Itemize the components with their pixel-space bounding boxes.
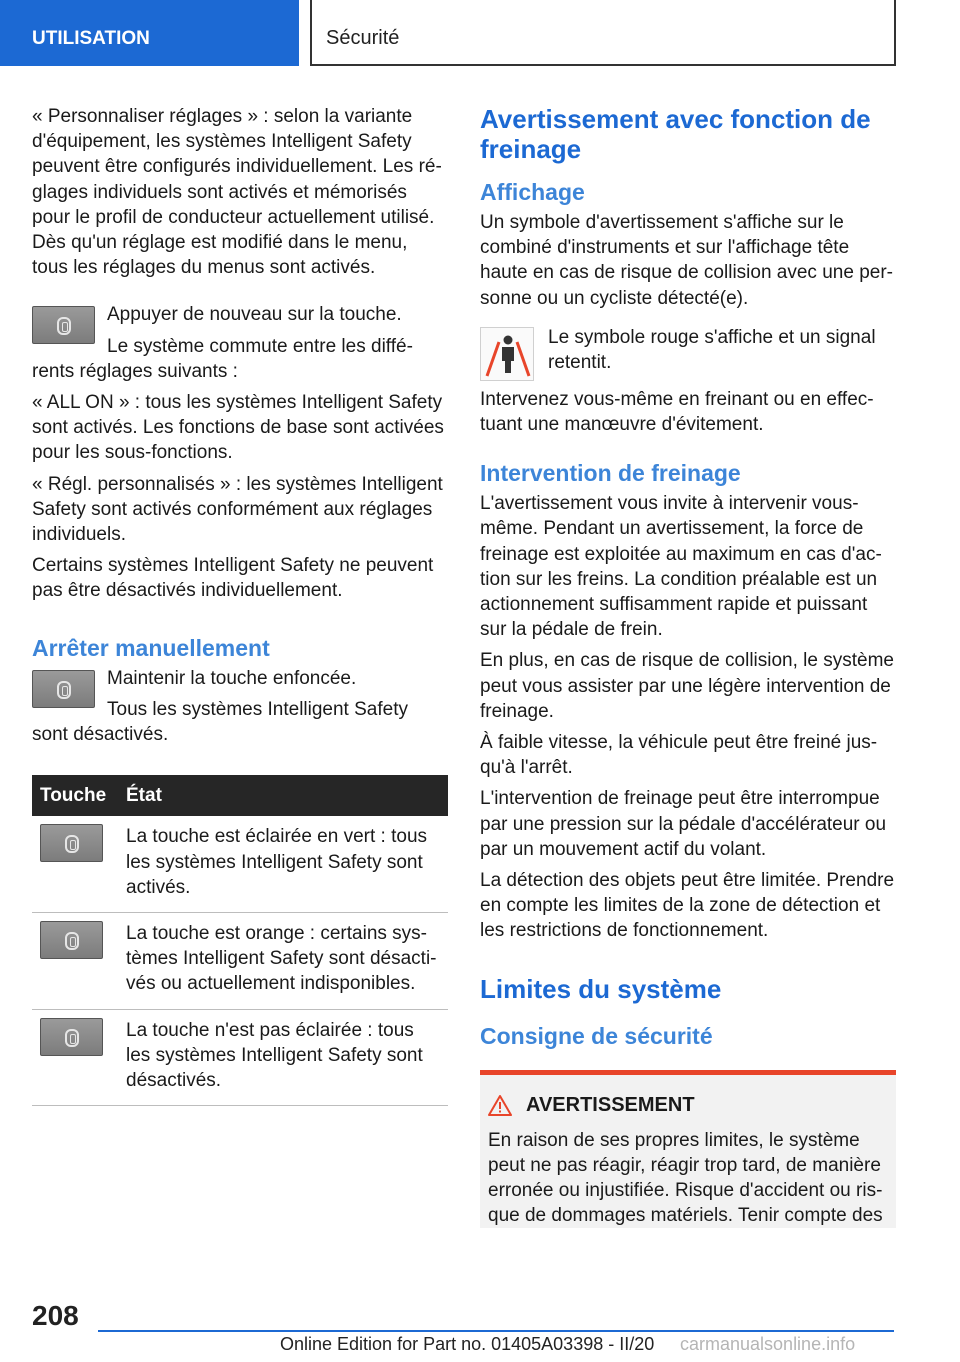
state-cell: La touche n'est pas éclairée : tous les systèmes Intelligent Safety sont désactivés. xyxy=(118,1009,448,1106)
warning-triangle-icon xyxy=(488,1094,512,1116)
warning-box xyxy=(480,1070,896,1228)
pedestrian-warning-icon xyxy=(480,327,534,381)
watermark: carmanualsonline.info xyxy=(680,1334,856,1354)
manual-off-heading: Arrêter manuellement xyxy=(32,634,270,661)
intelligent-safety-button-icon xyxy=(32,306,95,344)
button-green-icon xyxy=(40,824,103,862)
page-number: 208 xyxy=(32,1300,79,1331)
table-row xyxy=(32,1009,448,1106)
red-symbol-text: Le symbole rouge s'affiche et un signal retentit. xyxy=(548,326,876,374)
state-cell: La touche est éclairée en vert : tous les systèmes Intelligent Safety sont activés. xyxy=(118,816,448,912)
button-orange-icon xyxy=(40,921,103,959)
display-text: Un symbole d'avertissement s'affiche sur le combiné d'instruments et sur l'affichage tête haute en cas de risque de collision avec une personne ou un cycliste détecté(e). xyxy=(480,212,893,309)
collision-warning-heading: Avertissement avec fonction de freinage xyxy=(480,104,871,164)
all-off-text: Tous les systèmes Intelligent Safety sont désactivés. xyxy=(32,698,408,746)
brake-paragraph-2: En plus, en cas de risque de collision, le système peut vous assister par une légère intervention de freinage. xyxy=(480,650,894,722)
footer-divider xyxy=(98,1330,894,1332)
button-off-icon xyxy=(40,1018,103,1056)
table-row xyxy=(32,816,448,912)
warning-label: AVERTISSEMENT xyxy=(526,1093,695,1116)
brake-heading: Intervention de freinage xyxy=(480,460,741,487)
all-on-text: « ALL ON » : tous les systèmes Intelligent Safety sont activés. Les fonctions de base sont activées pour les sous-fonctions. xyxy=(32,392,444,464)
brake-paragraph-4: L'intervention de freinage peut être interrompue par une pression sur la pédale d'accélérateur ou par un mouvement actif du volant. xyxy=(480,788,887,860)
custom-settings-text: « Régl. personnalisés » : les systèmes Intelligent Safety sont activés conformément aux réglages individuels. xyxy=(32,473,443,546)
page-header xyxy=(0,0,960,66)
table-header-key: Touche xyxy=(32,775,118,816)
section-tab: UTILISATION xyxy=(0,0,299,66)
toggle-text: Le système commute entre les différents réglages suivants : xyxy=(32,335,413,382)
press-again-block xyxy=(32,302,448,384)
warning-text: En raison de ses propres limites, le système peut ne pas réagir, réagir trop tard, de manière erronée ou injustifiée. Risque d'accident ou risque de dommages matériels. Tenir compte des xyxy=(488,1129,883,1227)
right-column xyxy=(480,104,896,1228)
edition-text: Online Edition for Part no. 01405A03398 - II/20 xyxy=(280,1334,655,1354)
hold-block xyxy=(32,666,448,748)
brake-paragraph-3: À faible vitesse, la véhicule peut être freiné jusqu'à l'arrêt. xyxy=(480,732,878,779)
note-text: Certains systèmes Intelligent Safety ne peuvent pas être désactivés individuellement. xyxy=(32,555,434,602)
intelligent-safety-button-icon xyxy=(32,670,95,708)
intro-paragraph: « Personnaliser réglages » : selon la variante d'équipement, les systèmes Intelligent Safety peuvent être configurés individuellement. Les réglages individuels sont activés et mémorisés pour le profil de conducteur actuellement utilisé. Dès qu'un réglage est modifié dans le menu, tous les réglages du menus sont activés. xyxy=(32,106,442,279)
hold-text: Maintenir la touche enfoncée. xyxy=(107,667,357,689)
display-heading: Affichage xyxy=(480,179,585,205)
limits-heading: Limites du système xyxy=(480,973,722,1004)
press-again-text: Appuyer de nouveau sur la touche. xyxy=(107,304,402,326)
state-cell: La touche est orange : certains systèmes Intelligent Safety sont désactivés ou actuellement indisponibles. xyxy=(118,913,448,1010)
red-symbol-block xyxy=(480,325,896,387)
table-row xyxy=(32,913,448,1010)
brake-paragraph-5: La détection des objets peut être limitée. Prendre en compte les limites de la zone de détection et les restrictions de fonctionnement. xyxy=(480,870,895,942)
button-state-table xyxy=(32,775,448,1106)
table-header-state: État xyxy=(118,775,448,816)
left-column xyxy=(32,104,448,1106)
chapter-title: Sécurité xyxy=(310,0,896,66)
intervene-text: Intervenez vous-même en freinant ou en effectuant une manœuvre d'évitement. xyxy=(480,388,874,436)
warning-header xyxy=(488,1093,888,1118)
brake-paragraph-1: L'avertissement vous invite à intervenir vous-même. Pendant un avertissement, la force de freinage est exploitée au maximum en cas d'action sur les freins. La condition préalable est un actionnement suffisamment rapide et puissant sur la pédale de frein. xyxy=(480,493,882,641)
safety-heading: Consigne de sécurité xyxy=(480,1022,713,1049)
